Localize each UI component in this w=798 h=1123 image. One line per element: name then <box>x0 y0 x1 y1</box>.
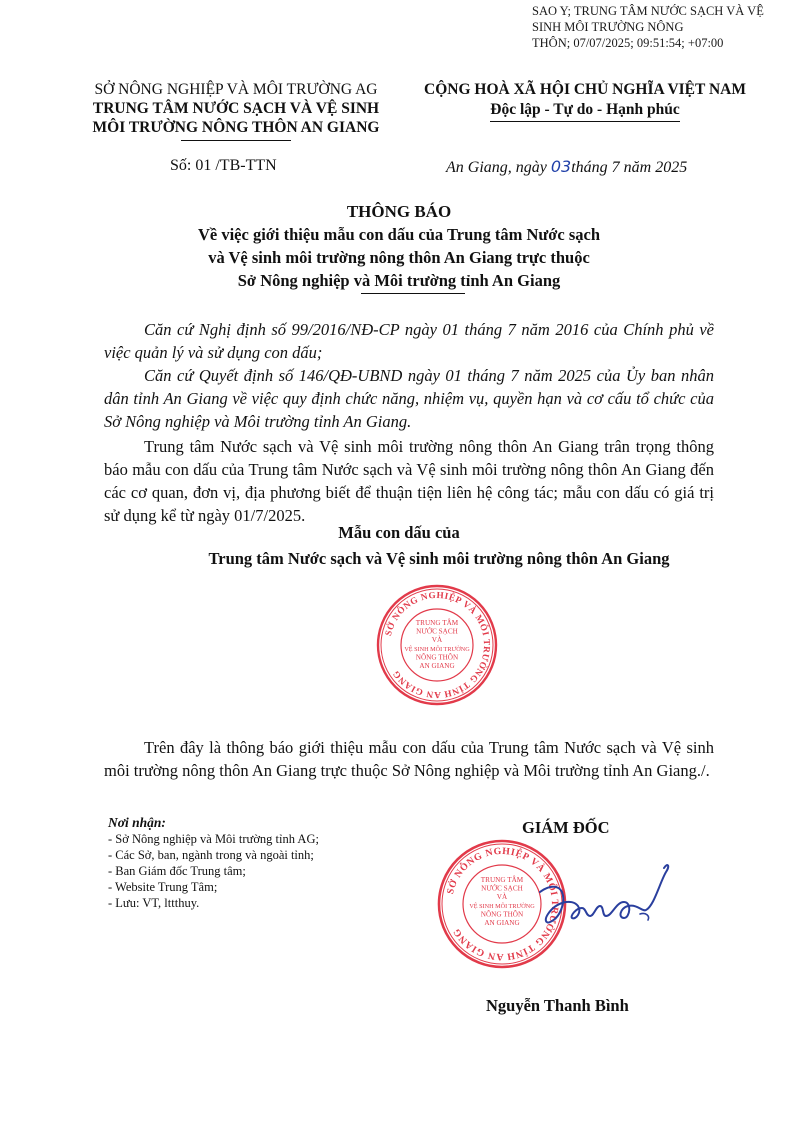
recipient-item: - Lưu: VT, lttthuy. <box>108 896 200 910</box>
seal-caption-line2: Trung tâm Nước sạch và Vệ sinh môi trường nông thôn An Giang <box>208 549 670 568</box>
seal-center-line: NƯỚC SẠCH <box>416 627 458 636</box>
subject-line1: Về việc giới thiệu mẫu con dấu của Trung tâm Nước sạch <box>197 225 601 244</box>
subject-underline <box>361 293 465 294</box>
closing-paragraph: Trên đây là thông báo giới thiệu mẫu con dấu của Trung tâm Nước sạch và Vệ sinh môi trường nông thôn An Giang trực thuộc Sở Nông nghiệp và Môi trường tỉnh An Giang./. <box>104 738 714 780</box>
digital-copy-note <box>532 3 794 51</box>
document-title: THÔNG BÁO <box>346 202 452 221</box>
copy-note-line2: THÔN; 07/07/2025; 09:51:54; +07:00 <box>532 36 724 50</box>
country-name: CỘNG HOÀ XÃ HỘI CHỦ NGHĨA VIỆT NAM <box>424 81 746 98</box>
agency-name-line1: TRUNG TÂM NƯỚC SẠCH VÀ VỆ SINH <box>92 100 380 117</box>
seal-center-line: NÔNG THÔN <box>480 910 524 919</box>
recipient-item: - Sở Nông nghiệp và Môi trường tỉnh AG; <box>108 832 319 846</box>
recipient-item: - Ban Giám đốc Trung tâm; <box>108 864 246 878</box>
issuing-agency <box>72 80 400 141</box>
seal-center-line: NƯỚC SẠCH <box>481 884 523 893</box>
agency-name-line2: MÔI TRƯỜNG NÔNG THÔN AN GIANG <box>92 119 380 136</box>
seal-center-line: AN GIANG <box>419 662 455 670</box>
seal-center-line: AN GIANG <box>484 919 520 927</box>
seal-caption-line1: Mẫu con dấu của <box>338 523 460 542</box>
seal-center-line: VỆ SINH MÔI TRƯỜNG <box>404 645 470 653</box>
legal-basis-2: Căn cứ Quyết định số 146/QĐ-UBND ngày 01 tháng 7 năm 2025 của Ủy ban nhân dân tỉnh An Giang về việc quy định chức năng, nhiệm vụ, quyền hạn và cơ cấu tổ chức của Sở Nông nghiệp và Môi trường tỉnh An Giang. <box>104 366 714 431</box>
date-suffix: tháng 7 năm 2025 <box>571 159 688 176</box>
seal-center-line: TRUNG TÂM <box>415 619 459 627</box>
announcement-paragraph: Trung tâm Nước sạch và Vệ sinh môi trường nông thôn An Giang trân trọng thông báo mẫu con dấu của Trung tâm Nước sạch và Vệ sinh môi trường nông thôn An Giang đến các cơ quan, đơn vị, địa phương biết để thuận tiện liên hệ công tác; mẫu con dấu có giá trị sử dụng kể từ ngày 01/7/2025. <box>104 437 714 525</box>
seal-ring-text: SỞ NÔNG NGHIỆP VÀ MÔI TRƯỜNG TỈNH AN GIANG <box>382 589 493 701</box>
document-number: Số: 01 /TB-TTN <box>170 157 277 174</box>
signer-title: GIÁM ĐỐC <box>522 818 610 837</box>
recipients-block <box>108 815 408 911</box>
seal-center-line: VÀ <box>496 893 508 902</box>
seal-graphic <box>378 586 496 704</box>
copy-note-line1: SAO Y; TRUNG TÂM NƯỚC SẠCH VÀ VỆ SINH MÔI TRƯỜNG NÔNG <box>532 4 764 34</box>
parent-agency: SỞ NÔNG NGHIỆP VÀ MÔI TRƯỜNG AG <box>94 81 378 98</box>
seal-center-line: VÀ <box>431 636 443 645</box>
national-header <box>400 80 770 122</box>
place-and-date <box>446 157 687 177</box>
seal-center-line: TRUNG TÂM <box>480 876 524 884</box>
sample-seal-stamp <box>375 583 499 707</box>
subject-line3: Sở Nông nghiệp và Môi trường tỉnh An Giang <box>237 271 561 290</box>
document-subject <box>0 223 798 292</box>
seal-center-line: VỆ SINH MÔI TRƯỜNG <box>469 902 535 910</box>
handwritten-signature <box>520 862 690 942</box>
agency-underline <box>181 140 291 141</box>
recipients-heading: Nơi nhận: <box>108 815 166 830</box>
signer-name: Nguyễn Thanh Bình <box>486 996 629 1015</box>
date-day: 03 <box>550 157 572 176</box>
legal-basis-1: Căn cứ Nghị định số 99/2016/NĐ-CP ngày 01 tháng 7 năm 2016 của Chính phủ về việc quản lý và sử dụng con dấu; <box>104 320 714 362</box>
recipient-item: - Các Sở, ban, ngành trong và ngoài tỉnh; <box>108 848 314 862</box>
recipient-item: - Website Trung Tâm; <box>108 880 218 894</box>
seal-ring-text: SỞ NÔNG NGHIỆP VÀ MÔI TRƯỜNG TỈNH AN GIANG <box>445 845 561 963</box>
date-prefix: An Giang, ngày <box>446 159 551 176</box>
seal-center-line: NÔNG THÔN <box>415 653 459 662</box>
subject-line2: và Vệ sinh môi trường nông thôn An Giang trực thuộc <box>208 248 590 267</box>
national-motto: Độc lập - Tự do - Hạnh phúc <box>490 100 679 122</box>
